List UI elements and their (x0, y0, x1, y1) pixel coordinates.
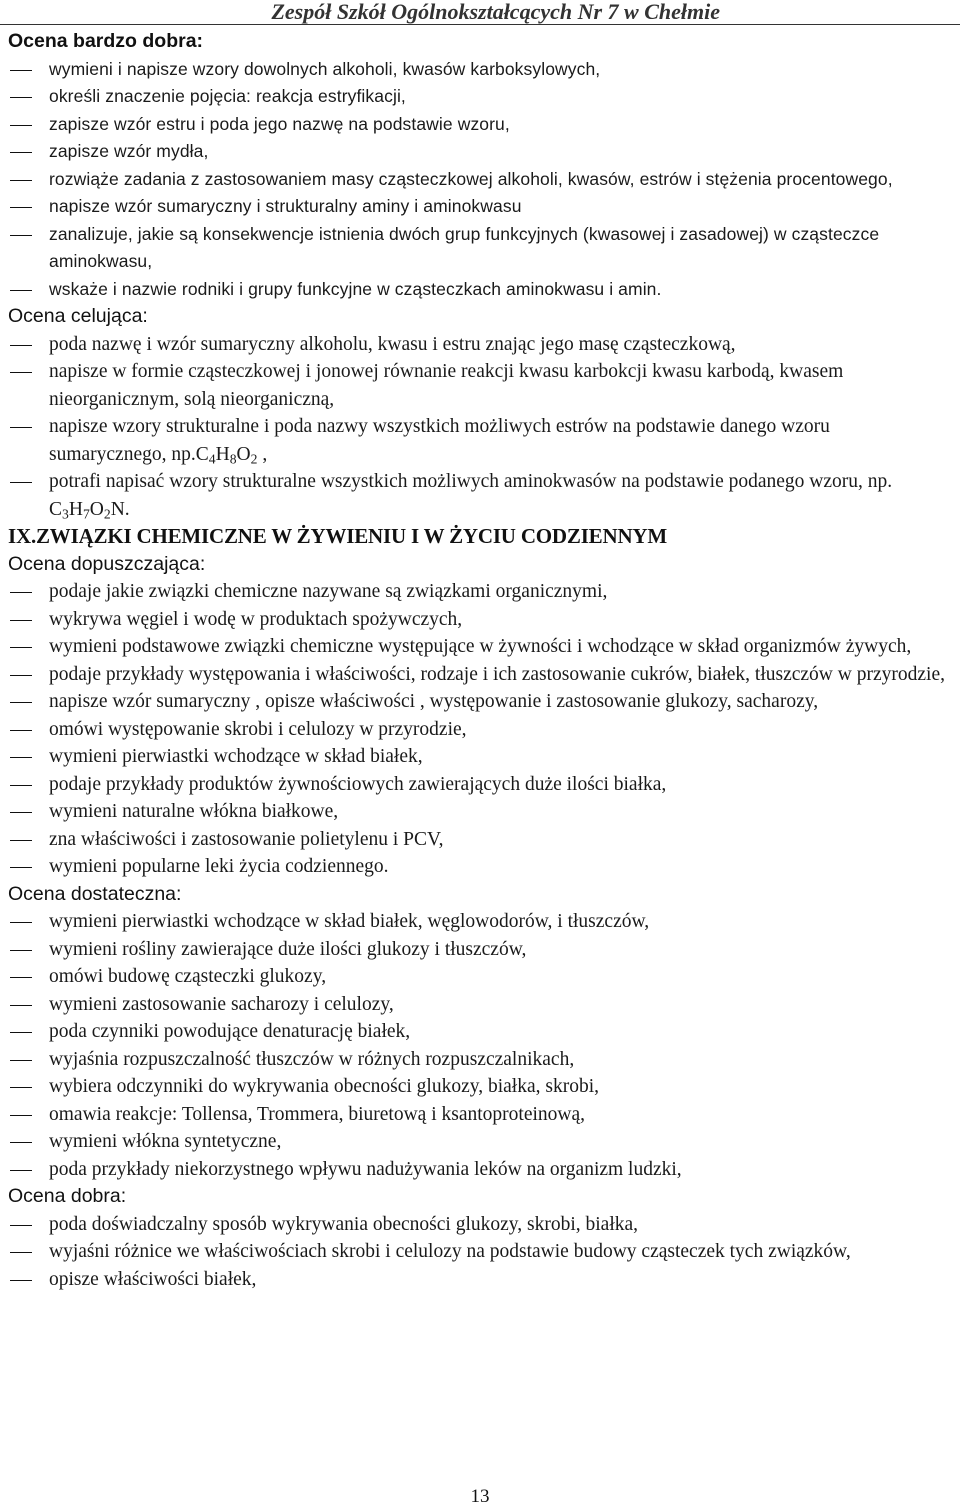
list-item-text: zapisze wzór estru i poda jego nazwę na podstawie wzoru, (49, 113, 510, 134)
dash-bullet (10, 1252, 32, 1253)
dash-bullet (10, 950, 32, 951)
list-item (8, 468, 952, 523)
heading-excellent-grade: Ocena celująca: (8, 305, 148, 327)
list-item-text: wskaże i nazwie rodniki i grupy funkcyjne w cząsteczkach aminokwasu i amin. (49, 278, 662, 299)
list-item-text: poda nazwę i wzór sumaryczny alkoholu, kwasu i estru znając jego masę cząsteczkową, (49, 333, 736, 355)
header-rule (0, 24, 960, 25)
list-item (8, 221, 952, 276)
dash-bullet (10, 1087, 32, 1088)
heading-sufficient-grade: Ocena dopuszczająca: (8, 552, 206, 575)
list-item (8, 83, 952, 111)
dash-bullet (10, 180, 32, 181)
dash-bullet (10, 1280, 32, 1281)
list-item-text: wymieni pierwiastki wchodzące w skład białek, (49, 746, 423, 767)
list-item-text: zna właściwości i zastosowanie polietylenu i PCV, (49, 828, 444, 850)
dash-bullet (10, 647, 32, 648)
list-item (8, 688, 952, 716)
list-item-text: omówi budowę cząsteczki glukozy, (49, 966, 327, 987)
list-item-text: poda doświadczalny sposób wykrywania obecności glukozy, skrobi, białka, (49, 1213, 639, 1235)
list-item-text: rozwiąże zadania z zastosowaniem masy cząsteczkowej alkoholi, kwasów, estrów i stężenia procentowego, (49, 168, 893, 189)
dash-bullet (10, 1060, 32, 1061)
dash-bullet (10, 977, 32, 978)
chemical-formula: $C_4H_8O_2$ (195, 443, 258, 466)
list-item (8, 276, 952, 304)
list-item-text: napisze wzory strukturalne i poda nazwy wszystkich możliwych estrów na podstawie danego wzoru sumarycznego, np. (49, 416, 830, 465)
dash-bullet (10, 1005, 32, 1006)
list-item-text: podaje przykłady występowania i właściwości, rodzaje i ich zastosowanie cukrów, białek, tłuszczów w przyrodzie, (49, 663, 945, 685)
list-item (8, 1266, 952, 1294)
list-item (8, 908, 952, 936)
dash-bullet (10, 207, 32, 208)
chemical-formula: $C_3H_7O_2N$. (49, 498, 130, 521)
list-item-text: wymieni rośliny zawierające duże ilości glukozy i tłuszczów, (49, 938, 527, 960)
list-item-text: poda czynniki powodujące denaturację białek, (49, 1021, 411, 1042)
dash-bullet (10, 730, 32, 731)
list-item (8, 578, 952, 606)
dash-bullet (10, 840, 32, 841)
list-item-text: napisze w formie cząsteczkowej i jonowej równanie reakcji kwasu karbokcji kwasu karbodą, kwasem nieorganicznym, solą nieorganiczną, (49, 361, 844, 410)
list-item-text: określi znaczenie pojęcia: reakcja estryfikacji, (49, 86, 406, 106)
heading-good-grade: Ocena dobra: (8, 1185, 127, 1207)
dash-bullet (10, 290, 32, 291)
list-item-text: wymieni podstawowe związki chemiczne występujące w żywności i wchodzące w skład organizmów żywych, (49, 636, 912, 657)
list-item-text: napisze wzór sumaryczny , opisze właściwości , występowanie i zastosowanie glukozy, sacharozy, (49, 691, 819, 712)
list-item (8, 1238, 952, 1266)
dash-bullet (10, 1142, 32, 1143)
list-excellent-grade (8, 331, 952, 524)
dash-bullet (10, 812, 32, 813)
dash-bullet (10, 702, 32, 703)
list-item (8, 661, 952, 689)
list-item-text: podaje przykłady produktów żywnościowych zawierających duże ilości białka, (49, 773, 667, 795)
list-item (8, 771, 952, 799)
list-item (8, 743, 952, 771)
dash-bullet (10, 125, 32, 126)
list-item-text: poda przykłady niekorzystnego wpływu nadużywania leków na organizm ludzki, (49, 1158, 682, 1180)
list-item (8, 1156, 952, 1184)
document-body (8, 28, 952, 1293)
list-item-text: zapisze wzór mydła, (49, 141, 209, 161)
list-item-text: wybiera odczynniki do wykrywania obecności glukozy, białka, skrobi, (49, 1076, 600, 1097)
heading-satisfactory-grade: Ocena dostateczna: (8, 882, 182, 905)
dash-bullet (10, 1170, 32, 1171)
dash-bullet (10, 482, 32, 483)
heading-very-good-grade: Ocena bardzo dobra: (8, 30, 204, 52)
dash-bullet (10, 345, 32, 346)
list-item (8, 166, 952, 194)
list-item (8, 798, 952, 826)
list-item-text: wymieni zastosowanie sacharozy i celulozy, (49, 993, 394, 1015)
list-item-text: wyjaśnia rozpuszczalność tłuszczów w różnych rozpuszczalnikach, (49, 1048, 575, 1070)
list-item-text: wyjaśni różnice we właściwościach skrobi i celulozy na podstawie budowy cząsteczek tych związków, (49, 1241, 851, 1262)
list-item-text: wymieni pierwiastki wchodzące w skład białek, węglowodorów, i tłuszczów, (49, 911, 650, 932)
list-item (8, 826, 952, 854)
list-item (8, 193, 952, 221)
list-satisfactory-grade (8, 908, 952, 1183)
list-item (8, 853, 952, 881)
dash-bullet (10, 235, 32, 236)
dash-bullet (10, 620, 32, 621)
list-item (8, 413, 952, 468)
dash-bullet (10, 427, 32, 428)
list-item-text: omówi występowanie skrobi i celulozy w przyrodzie, (49, 718, 467, 740)
list-item-text: wymieni naturalne włókna białkowe, (49, 801, 339, 822)
list-item (8, 1073, 952, 1101)
list-item (8, 991, 952, 1019)
list-item-text: wykrywa węgiel i wodę w produktach spożywczych, (49, 608, 463, 630)
list-item (8, 716, 952, 744)
dash-bullet (10, 1115, 32, 1116)
list-item (8, 331, 952, 359)
dash-bullet (10, 867, 32, 868)
dash-bullet (10, 372, 32, 373)
list-item-text: wymieni i napisze wzory dowolnych alkoholi, kwasów karboksylowych, (49, 58, 601, 79)
list-item-text: napisze wzór sumaryczny i strukturalny aminy i aminokwasu (49, 196, 522, 216)
dash-bullet (10, 152, 32, 153)
list-item (8, 1211, 952, 1239)
page-number: 13 (470, 1486, 490, 1507)
list-item (8, 633, 952, 661)
list-good-grade (8, 1211, 952, 1294)
list-item-tail: , (262, 443, 268, 465)
list-item (8, 606, 952, 634)
list-item (8, 56, 952, 84)
dash-bullet (10, 785, 32, 786)
list-item (8, 1018, 952, 1046)
list-item (8, 1128, 952, 1156)
list-sufficient-grade (8, 578, 952, 881)
list-item-text: potrafi napisać wzory strukturalne wszystkich możliwych aminokwasów na podstawie podanego wzoru, np. (49, 471, 893, 492)
list-item (8, 1101, 952, 1129)
list-item-text: wymieni popularne leki życia codziennego. (49, 856, 389, 877)
list-item (8, 963, 952, 991)
dash-bullet (10, 675, 32, 676)
dash-bullet (10, 1032, 32, 1033)
chapter-title: IX.ZWIĄZKI CHEMICZNE W ŻYWIENIU I W ŻYCIU CODZIENNYM (8, 524, 667, 548)
dash-bullet (10, 757, 32, 758)
list-item-text: omawia reakcje: Tollensa, Trommera, biuretową i ksantoproteinową, (49, 1103, 586, 1125)
list-very-good-grade (8, 56, 952, 304)
list-item-text: zanalizuje, jakie są konsekwencje istnienia dwóch grup funkcyjnych (kwasowej i zasadowej) w cząsteczce aminokwasu, (49, 223, 880, 271)
dash-bullet (10, 922, 32, 923)
dash-bullet (10, 70, 32, 71)
list-item (8, 111, 952, 139)
list-item-text: podaje jakie związki chemiczne nazywane są związkami organicznymi, (49, 581, 608, 602)
list-item (8, 936, 952, 964)
running-header: Zespół Szkół Ogólnokształcących Nr 7 w Chełmie (271, 0, 720, 24)
dash-bullet (10, 592, 32, 593)
dash-bullet (10, 1225, 32, 1226)
list-item-text: wymieni włókna syntetyczne, (49, 1131, 282, 1152)
list-item (8, 1046, 952, 1074)
dash-bullet (10, 97, 32, 98)
list-item (8, 358, 952, 413)
list-item-text: opisze właściwości białek, (49, 1268, 257, 1290)
list-item (8, 138, 952, 166)
